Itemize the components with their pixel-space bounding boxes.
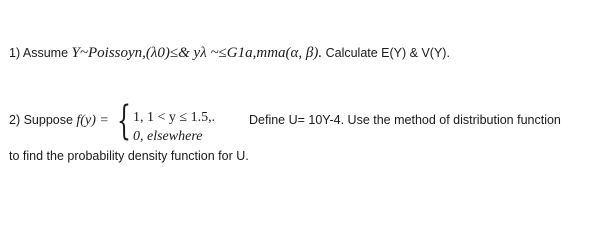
piecewise-case-1: 1, 1 < y ≤ 1.5,. (133, 110, 216, 125)
question-2-lead-line (9, 113, 109, 129)
question-1-lead: 1) Assume (9, 46, 72, 60)
piecewise-brace: { (117, 98, 131, 144)
question-2-tail: to find the probability density function for U. (9, 149, 249, 163)
question-2-rest: Define U= 10Y-4. Use the method of distribution function (249, 113, 561, 127)
question-1-tail: Calculate E(Y) & V(Y). (322, 46, 450, 60)
question-1 (9, 45, 450, 62)
question-2-function: f(y) = (76, 113, 109, 128)
question-1-math: Y~Poissoyn,(λ0)≤& yλ ~≤G1a,mma(α, β). (71, 45, 323, 61)
question-2-lead: 2) Suppose (9, 113, 77, 127)
piecewise-case-2: 0, elsewhere (133, 129, 203, 144)
